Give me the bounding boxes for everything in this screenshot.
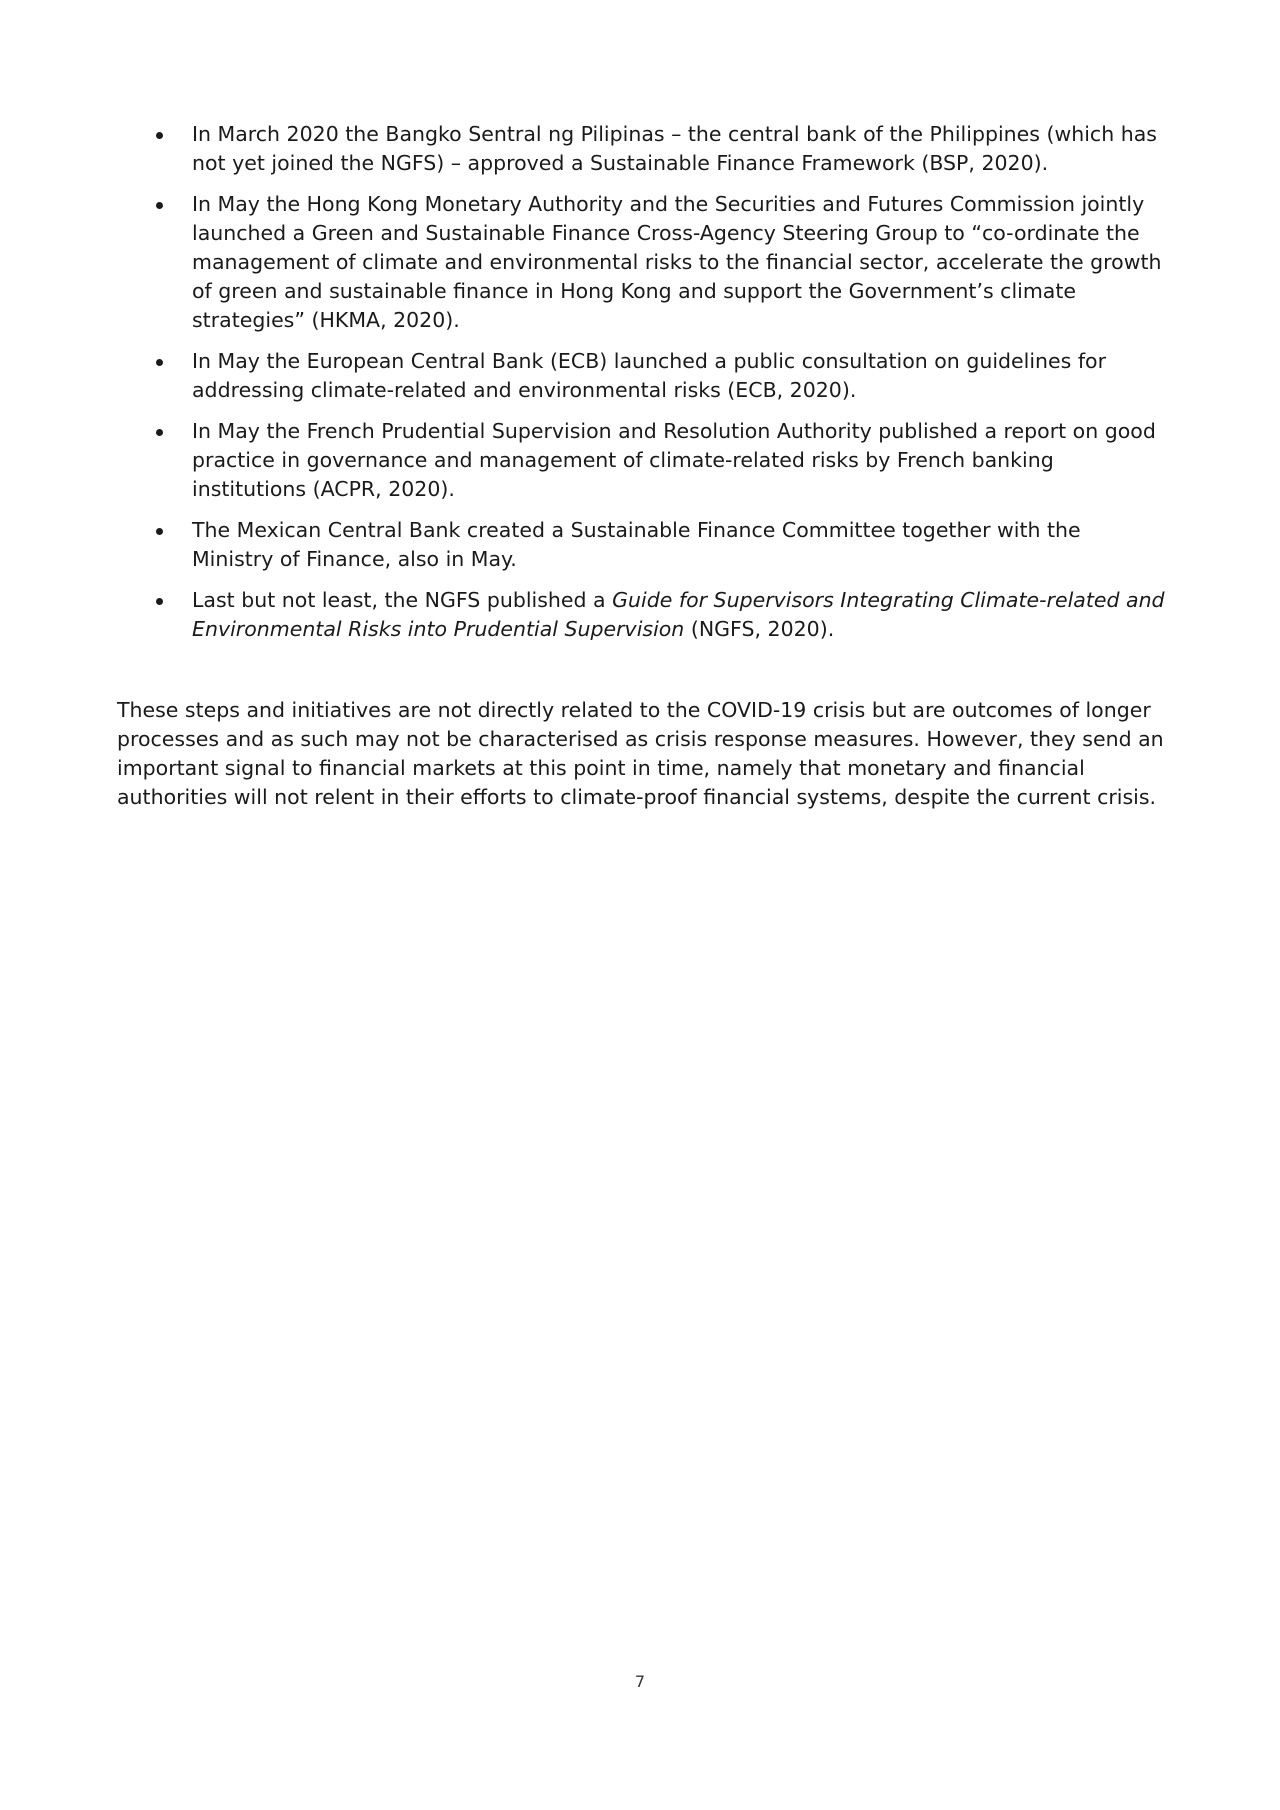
bullet-icon [156,528,163,535]
list-item [117,586,1167,644]
body-paragraph: These steps and initiatives are not directly related to the COVID-19 crisis but are outcomes of longer processes and as such may not be characterised as crisis response measures. However, they send an important signal to financial markets at this point in time, namely that monetary and financial authorities will not relent in their efforts to climate-proof financial systems, despite the current crisis. [117,698,1164,809]
list-item-text: In May the European Central Bank (ECB) launched a public consultation on guidelines for addressing climate-related and environmental risks (ECB, 2020). [192,349,1107,402]
bullet-icon [156,202,163,209]
bullet-icon [156,132,163,139]
list-item-text-lead: Last but not least, the NGFS published a [192,588,613,612]
bullet-icon [156,598,163,605]
list-item [117,347,1167,405]
list-item [117,417,1167,504]
list-item [117,516,1167,574]
publication-title: Guide for Supervisors Integrating Climate-related and Environmental Risks into Prudential Supervision [192,588,1165,641]
list-item-text: In March 2020 the Bangko Sentral ng Pilipinas – the central bank of the Philippines (which has not yet joined the NGFS) – approved a Sustainable Finance Framework (BSP, 2020). [192,122,1157,175]
bullet-list [117,120,1167,656]
list-item-text: The Mexican Central Bank created a Sustainable Finance Committee together with the Ministry of Finance, also in May. [192,518,1081,571]
list-item [117,190,1167,335]
list-item [117,120,1167,178]
bullet-icon [156,429,163,436]
list-item-text-tail: (NGFS, 2020). [684,617,835,641]
page-number: 7 [634,1672,646,1691]
list-item-text: In May the Hong Kong Monetary Authority and the Securities and Futures Commission jointly launched a Green and Sustainable Finance Cross-Agency Steering Group to “co-ordinate the management of climate and environmental risks to the financial sector, accelerate the growth of green and sustainable finance in Hong Kong and support the Government’s climate strategies” (HKMA, 2020). [192,192,1162,332]
bullet-icon [156,359,163,366]
list-item-text [192,588,1165,641]
list-item-text: In May the French Prudential Supervision and Resolution Authority published a report on good practice in governance and management of climate-related risks by French banking institutions (ACPR, 2020). [192,419,1156,501]
